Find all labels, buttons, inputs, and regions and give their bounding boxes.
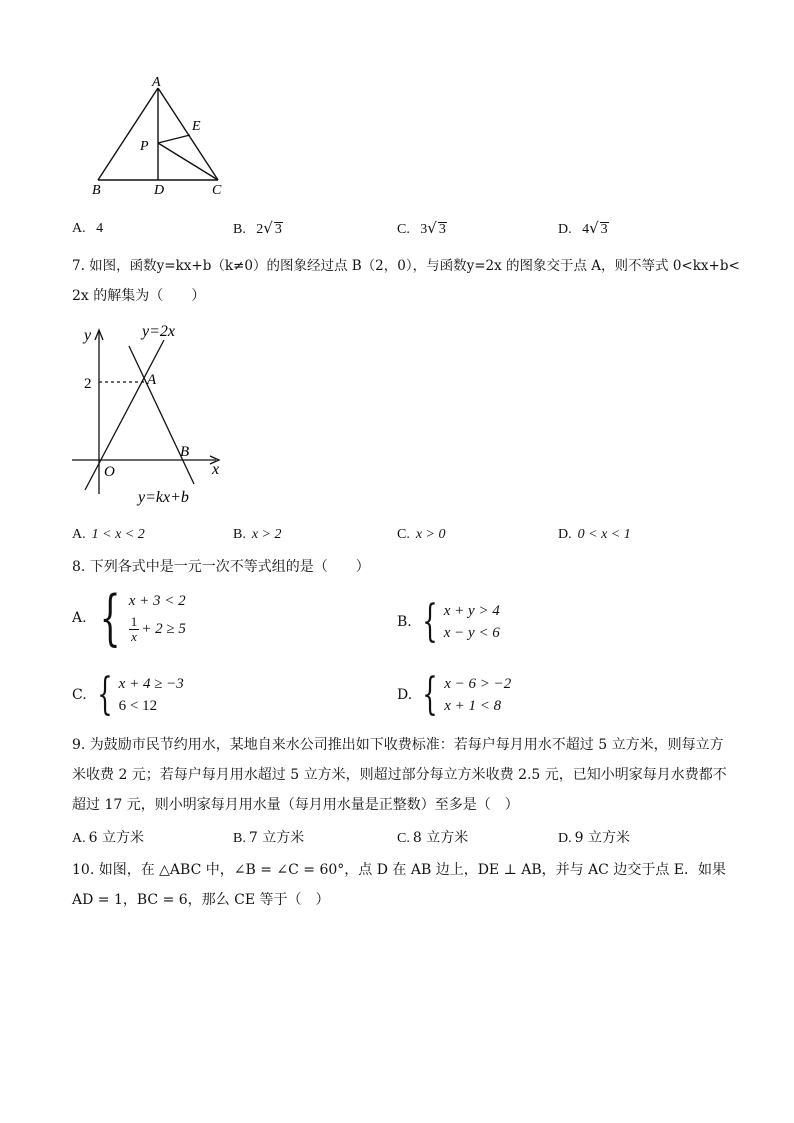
x-axis-label: x <box>212 461 220 478</box>
q8-a-row2: $\frac{1}{x}$ + 2 ≥ 5 <box>130 614 186 645</box>
q8-option-b-label: B. <box>397 614 412 630</box>
label-a: A <box>152 75 161 90</box>
q8-b-row2: x − y < 6 <box>443 625 500 641</box>
q7-option-b[interactable]: B. x > 2 <box>233 527 282 542</box>
q8-option-d[interactable] <box>397 669 512 720</box>
q8-option-c[interactable] <box>72 669 184 720</box>
q9-option-a[interactable]: A. 6 立方米 <box>72 830 144 846</box>
label-p: P <box>140 139 149 154</box>
segment-pc <box>158 143 218 180</box>
q6-option-b[interactable]: B. 2√ 3 <box>233 219 282 237</box>
q9-option-c[interactable]: C. 8 立方米 <box>397 830 469 846</box>
label-d: D <box>154 183 165 198</box>
sqrt-sign: √ <box>263 219 273 237</box>
segment-pe <box>158 135 190 143</box>
q8-option-a-label: A. <box>72 610 87 626</box>
label-y-2x: y=2x <box>142 323 175 340</box>
q10-stem-line-1: 10. 如图，在 △ABC 中，∠B = ∠C = 60°，点 D 在 AB 边上，DE ⊥ AB，并与 AC 边交于点 E．如果 <box>72 862 727 878</box>
q8-option-d-label: D. <box>397 687 413 703</box>
q9-stem-line-2: 米收费 2 元；若每户每月用水超过 5 立方米，则超过部分每立方米收费 2.5 元，已知小明家每月水费都不 <box>72 767 727 783</box>
point-b-label: B <box>180 444 190 460</box>
q8-d-row1: x − 6 > −2 <box>444 676 512 692</box>
q7-option-c[interactable]: C. x > 0 <box>397 527 446 542</box>
q8-stem: 8. 下列各式中是一元一次不等式组的是（ ） <box>72 559 370 575</box>
q8-c-row2: 6 < 12 <box>118 698 158 714</box>
q6-option-a[interactable]: A. 4 <box>72 221 104 236</box>
left-brace: { <box>99 583 121 653</box>
q8-option-b[interactable] <box>397 596 500 647</box>
left-brace: { <box>96 669 113 720</box>
q7-option-d[interactable]: D. 0 < x < 1 <box>558 527 631 542</box>
point-a-label: A <box>147 372 157 388</box>
q7-stem-line-2: 2x 的解集为（ ） <box>72 288 206 304</box>
origin-label: O <box>104 464 115 480</box>
sqrt-sign: √ <box>589 219 599 237</box>
q9-stem-line-3: 超过 17 元，则小明家每月用水量（每月用水量是正整数）至多是（ ） <box>72 797 519 813</box>
label-e: E <box>192 119 201 134</box>
left-brace: { <box>422 669 438 720</box>
side-ac <box>158 88 218 180</box>
sqrt-sign: √ <box>427 219 437 237</box>
label-c: C <box>212 183 222 198</box>
tick-2-label: 2 <box>84 376 92 392</box>
q6-triangle-figure <box>80 72 240 198</box>
q9-option-d[interactable]: D. 9 立方米 <box>558 830 630 846</box>
q6-option-c[interactable]: C. 3√ 3 <box>397 219 446 237</box>
q8-b-row1: x + y > 4 <box>443 603 500 619</box>
fraction: $\frac{1}{x}$ <box>130 614 138 645</box>
left-brace: { <box>422 596 438 647</box>
side-ab <box>98 88 158 180</box>
q9-option-b[interactable]: B. 7 立方米 <box>233 830 305 846</box>
q8-d-row2: x + 1 < 8 <box>444 698 502 714</box>
q6-option-d[interactable]: D. 4√ 3 <box>558 219 608 237</box>
label-b: B <box>92 183 101 198</box>
q7-option-a[interactable]: A. 1 < x < 2 <box>72 527 145 542</box>
q8-option-c-label: C. <box>72 687 87 703</box>
q10-stem-line-2: AD = 1，BC = 6，那么 CE 等于（ ） <box>72 892 330 908</box>
q7-stem-line-1: 7. 如图，函数y=kx+b（k≠0）的图象经过点 B（2，0），与函数y=2x 的图象交于点 A，则不等式 0<kx+b< <box>72 258 740 274</box>
q8-a-row1: x + 3 < 2 <box>128 593 186 609</box>
y-axis-label: y <box>84 327 92 344</box>
q9-stem-line-1: 9. 为鼓励市民节约用水，某地自来水公司推出如下收费标准：若每户每月用水不超过 5 立方米，则每立方 <box>72 737 724 753</box>
line-y-kx-b <box>129 346 194 484</box>
line-y-2x <box>85 340 164 490</box>
q8-c-row1: x + 4 ≥ −3 <box>118 676 184 692</box>
q8-option-a[interactable] <box>72 583 186 653</box>
label-y-kx-b: y=kx+b <box>138 489 189 506</box>
q7-function-graph <box>64 318 234 512</box>
